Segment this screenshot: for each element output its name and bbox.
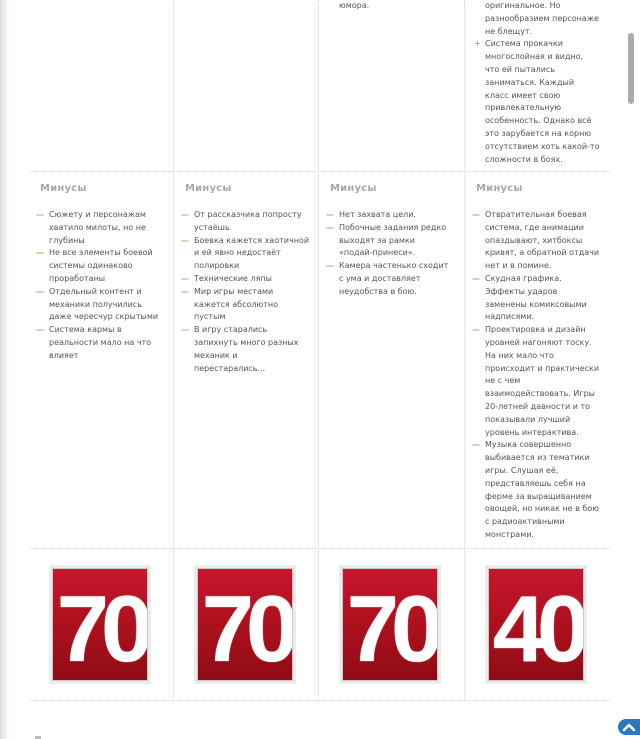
scroll-to-top-button[interactable] (618, 719, 640, 735)
row-divider (28, 548, 609, 549)
minus-icon: — (326, 222, 334, 232)
pros-item-text: Система прокачки многослойная и видно, что ей пытались заниматься. Каждый класс имеет свою привлекательную особенность. Однако всё это зарубается на корню отсутствием хоть какой-то сложности в боях. (485, 39, 600, 164)
score-badge-face (488, 568, 584, 681)
column-4-pros-tail (475, 0, 600, 166)
plus-icon: + (474, 39, 481, 49)
cons-item: — Камера частенько сходит с ума и доставляет неудобства в бою. (326, 261, 449, 296)
review-comparison-table (28, 0, 609, 739)
score-badge (194, 565, 296, 684)
cons-item: — Отдельный контент и механики получились даже чересчур скрытыми (36, 286, 159, 322)
cons-item: — Отвратительная боевая система, где анимации опаздывают, хитбоксы кривят, а обратной отдачи нет и в помине. (472, 210, 600, 271)
cons-item: — Музыка совершенно выбивается из тематики игры. Слушая её, представляешь себя на ферме за выращиванием овощей, но никак не в бою с радиоактивными монстрами. (472, 440, 599, 539)
score-badge (339, 565, 441, 684)
cons-item: — Мир игры местами кажется абсолютно пустым (181, 286, 279, 322)
minus-icon: — (326, 210, 334, 219)
score-value: 70 (201, 576, 291, 681)
cons-item: — Проектировка и дизайн уровней нагоняют тоску. На них мало что происходит и практически не с чем взаимодействовать. Игры 20-летней давности и то показывали лучший уровень интерактива. (472, 325, 600, 437)
minus-icon: — (181, 235, 189, 245)
column-divider (318, 0, 319, 700)
minus-icon: — (36, 210, 44, 219)
score-badge (49, 565, 151, 684)
score-value: 70 (56, 576, 146, 681)
scrollbar-thumb[interactable] (628, 33, 634, 104)
cons-item: — Не все элементы боевой системы одинаково проработаны (36, 248, 153, 283)
column-4-cons (464, 183, 600, 542)
cons-item: — Боевка кажется хаотичной и ей явно недостаёт полировки (181, 235, 310, 271)
pros-tail-text: оригинальное. Но разнообразием персонаже не блещут. (485, 1, 599, 36)
cons-heading: Минусы (476, 183, 523, 194)
score-value: 40 (492, 576, 582, 681)
score-badge-face (342, 568, 438, 681)
pros-item (475, 38, 600, 166)
cons-item: — Технические ляпы (173, 273, 310, 286)
minus-icon: — (472, 210, 480, 219)
cons-item: — От рассказчика попросту устаёшь (181, 210, 302, 232)
minus-icon: — (472, 440, 480, 450)
score-badge (485, 565, 587, 684)
column-1-cons (28, 183, 160, 363)
minus-icon: — (181, 325, 189, 335)
cons-heading: Минусы (185, 183, 232, 194)
cons-heading: Минусы (40, 183, 87, 194)
row-divider (28, 171, 609, 172)
minus-icon: — (472, 325, 480, 335)
minus-icon: — (36, 286, 44, 296)
score-badge-face (52, 568, 148, 681)
pros-tail-text: юмора. (339, 1, 370, 10)
column-3-cons (318, 183, 450, 299)
cons-item: — Сюжету и персонажам хватило милоты, но не глубины (36, 210, 146, 245)
column-2-cons (173, 183, 310, 375)
minus-icon: — (181, 273, 189, 283)
cons-item: — В игру старались запихнуть много разных механик и перестарались... (181, 325, 299, 373)
minus-icon: — (472, 273, 480, 283)
cons-item: — Побочные задания редко выходят за рамки «подай-принеси». (326, 222, 447, 258)
column-3-pros-tail (329, 0, 449, 13)
cons-item: — Нет захвата цели. (318, 209, 450, 222)
minus-icon: — (181, 210, 189, 219)
cons-item: — Скудная графика. Эффекты ударов заменены комиксовыми надписями. (472, 273, 587, 322)
minus-icon: — (326, 261, 334, 271)
cons-item: — Система кармы в реальности мало на что влияет (36, 325, 152, 360)
score-badge-face (197, 568, 293, 681)
row-divider (28, 700, 609, 701)
minus-icon: — (36, 325, 44, 335)
chevron-up-icon (622, 722, 636, 732)
score-value: 70 (346, 576, 436, 681)
minus-icon: — (36, 248, 44, 258)
page-left-shadow (0, 0, 10, 739)
minus-icon: — (181, 286, 189, 296)
cons-heading: Минусы (330, 183, 377, 194)
